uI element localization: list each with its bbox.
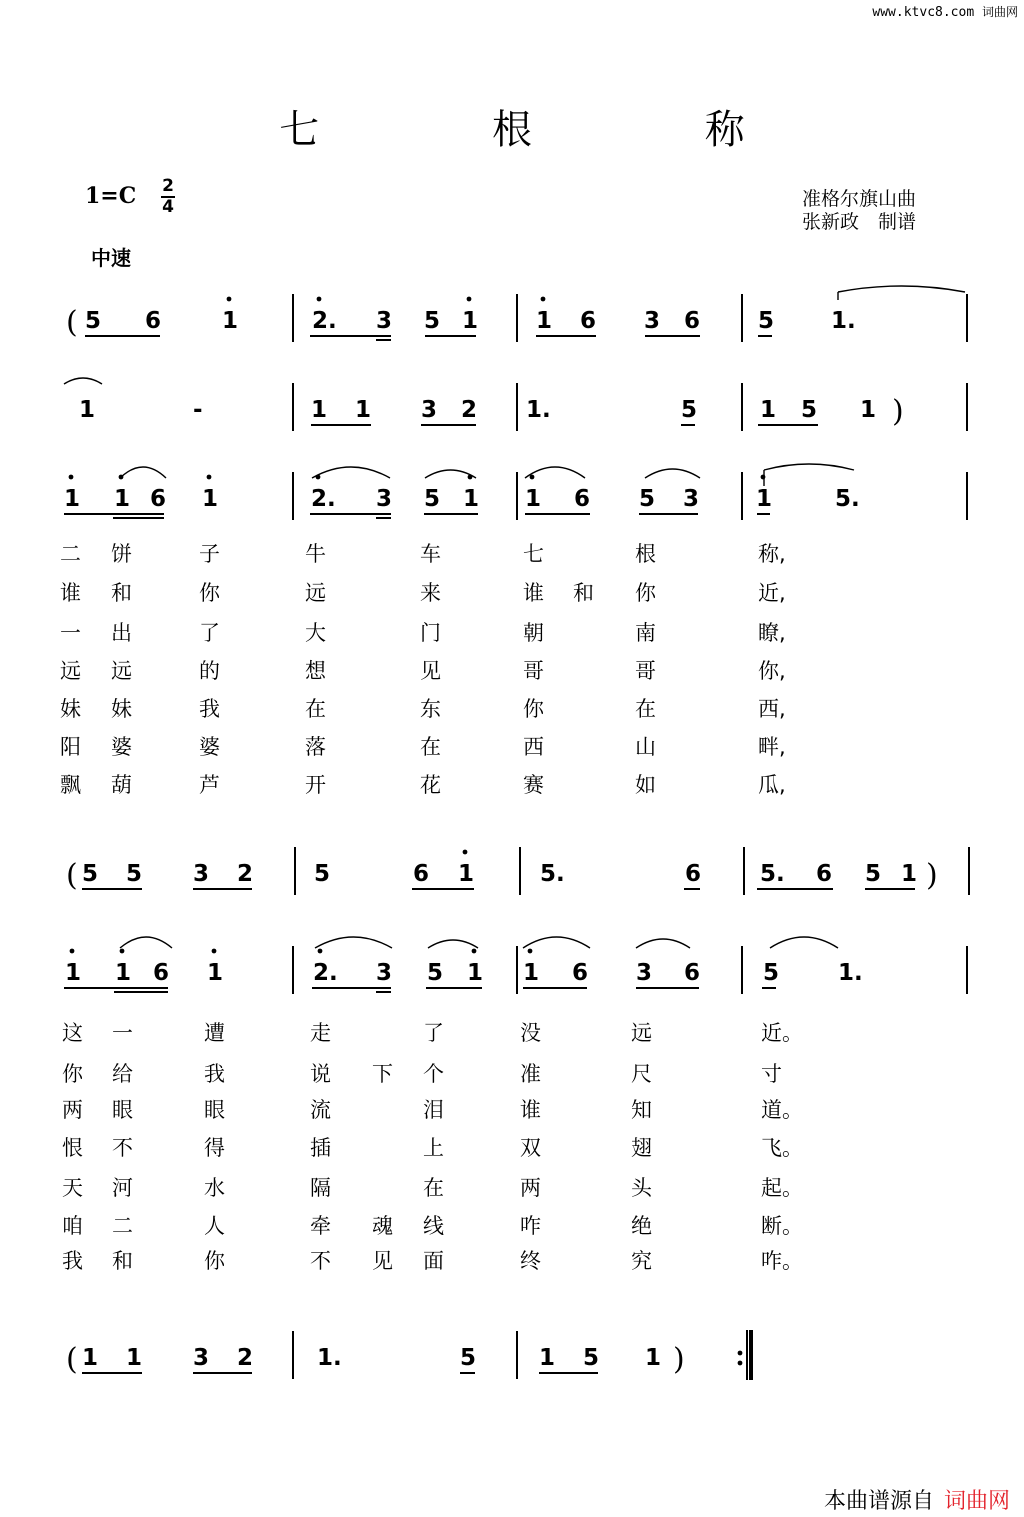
note-digit: 1: [64, 486, 81, 512]
lyric-char: 开: [305, 773, 326, 797]
octave-dot: [207, 475, 212, 480]
tempo-marking: 中速: [91, 246, 131, 270]
lyric-char: 西: [523, 735, 544, 759]
lyric-char: 线: [423, 1214, 444, 1238]
note-digit: 1: [115, 960, 132, 986]
lyric-char: 隔: [310, 1176, 331, 1200]
lyric-char: 哥: [635, 659, 656, 683]
lyric-char: 咋。: [761, 1249, 803, 1273]
lyric-char: 终: [520, 1249, 541, 1273]
lyric-char: 你: [635, 581, 656, 605]
lyric-char: 我: [204, 1062, 225, 1086]
octave-dot: [467, 297, 472, 302]
lyric-char: 遭: [204, 1021, 225, 1045]
lyric-char: 你,: [758, 659, 786, 683]
slur: [312, 467, 390, 478]
note-digit: 2: [237, 1345, 254, 1371]
note-digit: 3: [193, 1345, 210, 1371]
lyric-char: 花: [420, 773, 441, 797]
lyric-char: 芦: [199, 773, 220, 797]
key-signature: 1=C: [85, 183, 137, 209]
lyric-char: 走: [310, 1021, 331, 1045]
lyric-char: 不: [112, 1136, 133, 1160]
note-digit: 1: [523, 960, 540, 986]
note-digit: 5: [681, 397, 698, 423]
note-digit: 1: [525, 486, 542, 512]
lyric-char: 河: [112, 1176, 133, 1200]
slur: [523, 937, 590, 948]
paren-mark: ): [892, 394, 904, 429]
note-digit: 3: [683, 486, 700, 512]
note-digit: 5: [639, 486, 656, 512]
note-digit: 1: [463, 486, 480, 512]
lyric-char: 一: [60, 621, 81, 645]
note-digit: 6: [153, 960, 170, 986]
lyric-char: 赛: [523, 773, 544, 797]
lyric-char: 绝: [631, 1214, 652, 1238]
lyric-char: 近。: [761, 1021, 803, 1045]
lyric-char: 得: [204, 1136, 225, 1160]
note-digit: 5: [82, 861, 99, 887]
note-digit: 2: [237, 861, 254, 887]
lyric-char: 面: [423, 1249, 444, 1273]
note-digit: 1: [126, 1345, 143, 1371]
lyric-char: 寸: [761, 1062, 782, 1086]
note-digit: 5: [583, 1345, 600, 1371]
lyric-char: 这: [62, 1021, 83, 1045]
lyric-char: 近,: [758, 581, 786, 605]
paren-mark: (: [66, 305, 78, 340]
note-digit: 5.: [760, 861, 785, 887]
note-digit: 6: [572, 960, 589, 986]
slur: [636, 939, 690, 948]
lyric-char: 我: [199, 697, 220, 721]
lyric-char: 瓜,: [758, 773, 786, 797]
slur: [645, 469, 700, 478]
slur: [770, 937, 838, 948]
note-digit: 5: [424, 486, 441, 512]
note-digit: 6: [816, 861, 833, 887]
lyric-char: 在: [635, 697, 656, 721]
note-digit: 1: [79, 397, 96, 423]
note-digit: 6: [580, 308, 597, 334]
lyric-char: 二: [112, 1214, 133, 1238]
lyric-char: 牵: [310, 1214, 331, 1238]
note-digit: 1.: [526, 397, 551, 423]
note-digit: 1: [645, 1345, 662, 1371]
paren-mark: ): [673, 1342, 685, 1377]
song-title: 七 根 称: [279, 107, 825, 153]
lyric-char: 头: [631, 1176, 652, 1200]
lyric-char: 你: [204, 1249, 225, 1273]
note-digit: 1: [202, 486, 219, 512]
note-digit: 5: [763, 960, 780, 986]
lyric-char: 恨: [62, 1136, 83, 1160]
lyric-char: 咱: [62, 1214, 83, 1238]
note-digit: 1: [462, 308, 479, 334]
lyric-char: 谁: [520, 1098, 541, 1122]
lyric-char: 阳: [60, 735, 81, 759]
lyric-char: 你: [199, 581, 220, 605]
lyric-char: 如: [635, 773, 656, 797]
lyric-char: 畔,: [758, 735, 786, 759]
note-digit: -: [193, 397, 203, 423]
lyric-char: 葫: [111, 773, 132, 797]
lyric-char: 流: [310, 1098, 331, 1122]
lyric-char: 两: [520, 1176, 541, 1200]
note-digit: 1: [901, 861, 918, 887]
lyric-char: 在: [420, 735, 441, 759]
note-digit: 5: [865, 861, 882, 887]
lyric-char: 二: [60, 542, 81, 566]
slur: [428, 940, 478, 948]
octave-dot: [530, 475, 535, 480]
note-digit: 5: [424, 308, 441, 334]
composer-arranger: 张新政 制谱: [802, 211, 917, 233]
octave-dot: [70, 949, 75, 954]
lyric-char: 出: [111, 621, 132, 645]
lyric-char: 准: [520, 1062, 541, 1086]
lyric-char: 知: [631, 1098, 652, 1122]
note-digit: 2: [461, 397, 478, 423]
note-digit: 1: [65, 960, 82, 986]
tie-arc: [838, 286, 965, 292]
lyric-char: 断。: [761, 1214, 803, 1238]
lyric-char: 天: [62, 1176, 83, 1200]
lyric-char: 魂: [372, 1214, 393, 1238]
note-digit: 5: [126, 861, 143, 887]
site-url: www.ktvc8.com: [872, 5, 975, 20]
note-digit: 1: [82, 1345, 99, 1371]
lyric-char: 谁: [523, 581, 544, 605]
lyric-char: 和: [573, 581, 594, 605]
lyric-char: 见: [372, 1249, 393, 1273]
note-digit: 6: [150, 486, 167, 512]
octave-dot: [463, 850, 468, 855]
lyric-char: 谁: [60, 581, 81, 605]
time-bottom: 4: [162, 197, 174, 217]
lyric-char: 婆: [111, 735, 132, 759]
lyric-char: 说: [310, 1062, 331, 1086]
lyric-char: 上: [423, 1136, 444, 1160]
lyric-char: 道。: [761, 1098, 803, 1122]
note-digit: 1: [458, 861, 475, 887]
lyric-char: 哥: [523, 659, 544, 683]
repeat-dot: [738, 1351, 743, 1356]
lyric-char: 远: [111, 659, 132, 683]
lyric-char: 尺: [631, 1062, 652, 1086]
note-digit: 2.: [311, 486, 336, 512]
note-digit: 3: [376, 486, 393, 512]
note-digit: 6: [684, 960, 701, 986]
note-digit: 2.: [312, 308, 337, 334]
lyric-char: 的: [199, 659, 220, 683]
note-digit: 6: [684, 308, 701, 334]
note-digit: 6: [145, 308, 162, 334]
lyric-char: 究: [631, 1249, 652, 1273]
octave-dot: [120, 949, 125, 954]
lyric-char: 泪: [423, 1098, 444, 1122]
lyric-char: 一: [112, 1021, 133, 1045]
note-digit: 1: [760, 397, 777, 423]
lyric-char: 我: [62, 1249, 83, 1273]
lyric-char: 山: [635, 735, 656, 759]
slur: [315, 937, 392, 948]
lyric-char: 了: [423, 1021, 444, 1045]
footer-source-label: 本曲谱源自: [823, 1489, 934, 1514]
octave-dot: [69, 475, 74, 480]
lyric-char: 饼: [111, 542, 132, 566]
lyric-char: 眼: [204, 1098, 225, 1122]
note-digit: 1: [860, 397, 877, 423]
time-top: 2: [162, 176, 174, 196]
lyric-char: 了: [199, 621, 220, 645]
octave-dot: [318, 949, 323, 954]
note-digit: 6: [685, 861, 702, 887]
note-digit: 1.: [831, 308, 856, 334]
note-digit: 6: [574, 486, 591, 512]
lyric-char: 双: [520, 1136, 541, 1160]
note-digit: 3: [636, 960, 653, 986]
lyric-char: 东: [420, 697, 441, 721]
slur: [120, 467, 166, 478]
note-digit: 1: [311, 397, 328, 423]
lyric-char: 眼: [112, 1098, 133, 1122]
note-digit: 5: [460, 1345, 477, 1371]
lyric-char: 瞭,: [758, 621, 786, 645]
lyric-char: 给: [112, 1062, 133, 1086]
site-name: 词曲网: [981, 5, 1018, 19]
octave-dot: [541, 297, 546, 302]
octave-dot: [212, 949, 217, 954]
lyric-char: 飞。: [761, 1136, 803, 1160]
composer-origin: 准格尔旗山曲: [802, 188, 917, 210]
lyric-char: 在: [423, 1176, 444, 1200]
paren-mark: (: [66, 1342, 78, 1377]
note-digit: 1: [355, 397, 372, 423]
note-digit: 5: [314, 861, 331, 887]
lyric-char: 牛: [305, 542, 326, 566]
lyric-char: 婆: [199, 735, 220, 759]
lyric-char: 来: [420, 581, 441, 605]
lyric-char: 和: [111, 581, 132, 605]
lyric-char: 妹: [111, 697, 132, 721]
note-digit: 1: [536, 308, 553, 334]
tie-arc: [64, 378, 102, 384]
paren-mark: ): [926, 858, 938, 893]
note-digit: 1: [467, 960, 484, 986]
lyric-char: 见: [420, 659, 441, 683]
lyric-char: 个: [423, 1062, 444, 1086]
lyric-char: 水: [204, 1176, 225, 1200]
lyric-char: 门: [420, 621, 441, 645]
note-digit: 2.: [313, 960, 338, 986]
lyric-char: 妹: [60, 697, 81, 721]
octave-dot: [317, 297, 322, 302]
lyric-char: 远: [631, 1021, 652, 1045]
footer-source-site: 词曲网: [943, 1489, 1010, 1514]
lyric-char: 远: [60, 659, 81, 683]
lyric-char: 插: [310, 1136, 331, 1160]
lyric-char: 不: [310, 1249, 331, 1273]
note-digit: 1.: [317, 1345, 342, 1371]
note-digit: 5: [758, 308, 775, 334]
lyric-char: 远: [305, 581, 326, 605]
note-digit: 1: [114, 486, 131, 512]
lyric-char: 朝: [523, 621, 544, 645]
lyric-char: 两: [62, 1098, 83, 1122]
note-digit: 5: [85, 308, 102, 334]
note-digit: 3: [421, 397, 438, 423]
lyric-char: 起。: [761, 1176, 803, 1200]
note-digit: 3: [644, 308, 661, 334]
note-digit: 6: [413, 861, 430, 887]
lyric-char: 大: [305, 621, 326, 645]
lyric-char: 想: [305, 659, 326, 683]
lyric-char: 车: [420, 542, 441, 566]
note-digit: 1: [222, 308, 239, 334]
lyric-char: 人: [204, 1214, 225, 1238]
lyric-char: 你: [62, 1062, 83, 1086]
lyric-char: 没: [520, 1021, 541, 1045]
octave-dot: [528, 949, 533, 954]
lyric-char: 南: [635, 621, 656, 645]
paren-mark: (: [66, 858, 78, 893]
note-digit: 1: [207, 960, 224, 986]
note-digit: 3: [376, 960, 393, 986]
footer-source: [824, 1484, 1010, 1515]
lyric-char: 称,: [758, 542, 786, 566]
note-digit: 5.: [835, 486, 860, 512]
note-digit: 1: [539, 1345, 556, 1371]
repeat-dot: [738, 1361, 743, 1366]
note-digit: 1.: [838, 960, 863, 986]
lyric-char: 子: [199, 542, 220, 566]
lyric-char: 飘: [60, 773, 81, 797]
slur: [120, 937, 172, 948]
note-digit: 1: [756, 486, 773, 512]
lyric-char: 咋: [520, 1214, 541, 1238]
lyric-char: 根: [635, 542, 656, 566]
note-digit: 3: [193, 861, 210, 887]
lyric-char: 翅: [631, 1136, 652, 1160]
lyric-char: 在: [305, 697, 326, 721]
lyric-char: 七: [523, 542, 544, 566]
note-digit: 5.: [540, 861, 565, 887]
lyric-char: 你: [523, 697, 544, 721]
note-digit: 5: [801, 397, 818, 423]
lyric-char: 西,: [758, 697, 786, 721]
note-digit: 3: [376, 308, 393, 334]
octave-dot: [472, 949, 477, 954]
lyric-char: 下: [372, 1062, 393, 1086]
note-digit: 5: [427, 960, 444, 986]
lyric-char: 落: [305, 735, 326, 759]
octave-dot: [227, 297, 232, 302]
slur: [764, 464, 854, 470]
lyric-char: 和: [112, 1249, 133, 1273]
